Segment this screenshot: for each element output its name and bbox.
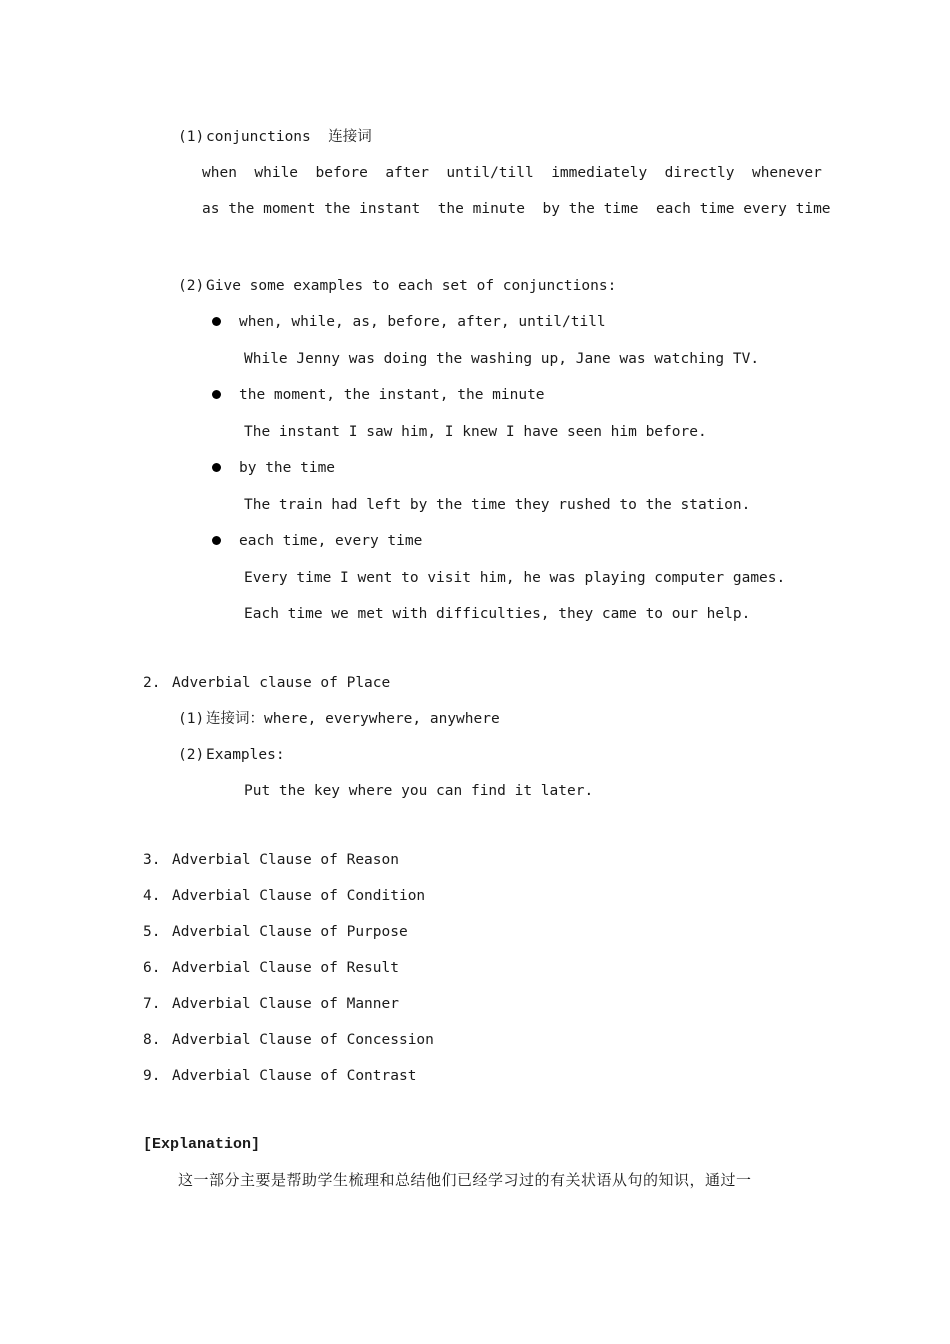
list-item-title: Adverbial Clause of Condition [172,888,426,904]
bullet-icon [212,463,221,472]
bullet-label: when, while, as, before, after, until/till [239,314,606,330]
bullet-icon [212,390,221,399]
explanation-heading: [Explanation] [143,1136,261,1153]
list-item-title: Adverbial Clause of Contrast [172,1068,417,1084]
bullet-label: by the time [239,460,336,476]
list-item-title: Adverbial Clause of Result [172,960,399,976]
place-sub2-marker: (2) [178,747,205,763]
list-item-number: 4. [143,888,161,904]
list-item-number: 6. [143,960,161,976]
explanation-text: 这一部分主要是帮助学生梳理和总结他们已经学习过的有关状语从句的知识，通过一 [178,1171,752,1189]
example-sentence: While Jenny was doing the washing up, Jane was watching TV. [244,351,760,367]
place-sub2-text: Examples: [206,747,285,763]
sub2-title: Give some examples to each set of conjunctions: [206,278,617,294]
list-item-title: Adverbial Clause of Reason [172,852,399,868]
example-sentence: The train had left by the time they rushed to the station. [244,497,751,513]
sub1-title: conjunctions 连接词 [206,129,372,145]
place-sub1-text: 连接词：where, everywhere, anywhere [206,711,500,727]
bullet-icon [212,317,221,326]
conjunctions-row-1: when while before after until/till immediately directly whenever [202,165,822,181]
list-item-number: 7. [143,996,161,1012]
list-item-number: 9. [143,1068,161,1084]
list-item-number: 5. [143,924,161,940]
list-item-number: 3. [143,852,161,868]
section-number: 2. [143,675,161,691]
example-sentence: Each time we met with difficulties, they came to our help. [244,606,751,622]
example-sentence: The instant I saw him, I knew I have seen him before. [244,424,707,440]
place-sub1-marker: (1) [178,711,205,727]
bullet-icon [212,536,221,545]
sub2-marker: (2) [178,278,205,294]
list-item-title: Adverbial Clause of Manner [172,996,399,1012]
bullet-label: each time, every time [239,533,423,549]
list-item-title: Adverbial Clause of Purpose [172,924,408,940]
example-sentence: Every time I went to visit him, he was playing computer games. [244,570,786,586]
example-sentence: Put the key where you can find it later. [244,783,594,799]
sub1-marker: (1) [178,129,205,145]
list-item-number: 8. [143,1032,161,1048]
bullet-label: the moment, the instant, the minute [239,387,545,403]
conjunctions-row-2: as the moment the instant the minute by the time each time every time [202,201,831,217]
section-title: Adverbial clause of Place [172,675,391,691]
list-item-title: Adverbial Clause of Concession [172,1032,434,1048]
